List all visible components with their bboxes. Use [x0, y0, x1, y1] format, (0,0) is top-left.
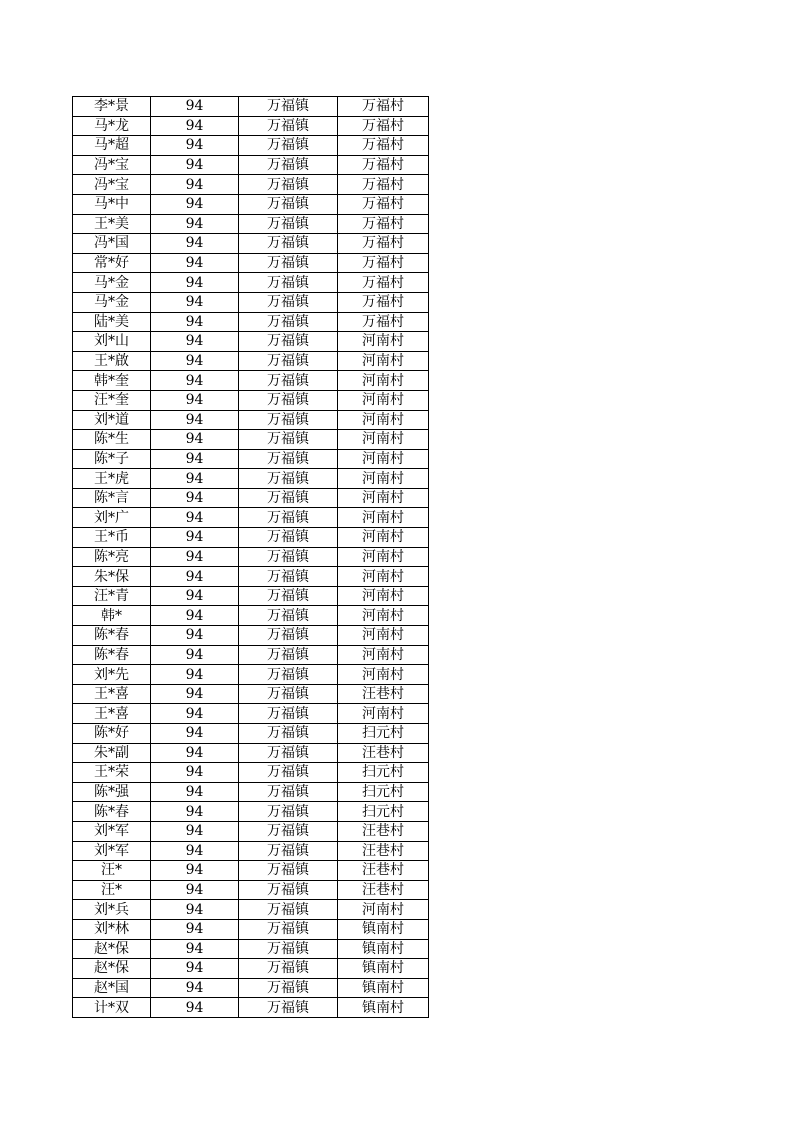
- village-cell: 扫元村: [338, 782, 429, 802]
- name-cell: 冯*宝: [73, 155, 151, 175]
- village-cell: 万福村: [338, 312, 429, 332]
- table-row: [73, 116, 429, 136]
- name-cell: 陈*言: [73, 488, 151, 508]
- village-cell: 河南村: [338, 704, 429, 724]
- town-cell: 万福镇: [239, 645, 338, 665]
- table-row: [73, 841, 429, 861]
- town-cell: 万福镇: [239, 802, 338, 822]
- village-cell: 河南村: [338, 488, 429, 508]
- table-row: [73, 998, 429, 1018]
- table-row: [73, 351, 429, 371]
- name-cell: 汪*: [73, 880, 151, 900]
- town-cell: 万福镇: [239, 665, 338, 685]
- table-row: [73, 782, 429, 802]
- value-cell: 94: [151, 390, 239, 410]
- name-cell: 朱*保: [73, 567, 151, 587]
- village-cell: 汪巷村: [338, 841, 429, 861]
- table-row: [73, 586, 429, 606]
- table-row: [73, 684, 429, 704]
- village-cell: 万福村: [338, 194, 429, 214]
- value-cell: 94: [151, 978, 239, 998]
- value-cell: 94: [151, 253, 239, 273]
- village-cell: 河南村: [338, 508, 429, 528]
- village-cell: 万福村: [338, 175, 429, 195]
- village-cell: 河南村: [338, 665, 429, 685]
- table-row: [73, 900, 429, 920]
- table-row: [73, 606, 429, 626]
- name-cell: 王*荣: [73, 763, 151, 783]
- town-cell: 万福镇: [239, 567, 338, 587]
- town-cell: 万福镇: [239, 430, 338, 450]
- table-row: [73, 959, 429, 979]
- value-cell: 94: [151, 234, 239, 254]
- name-cell: 王*喜: [73, 704, 151, 724]
- village-cell: 镇南村: [338, 939, 429, 959]
- table-row: [73, 861, 429, 881]
- value-cell: 94: [151, 606, 239, 626]
- name-cell: 王*币: [73, 528, 151, 548]
- name-cell: 陈*亮: [73, 547, 151, 567]
- value-cell: 94: [151, 371, 239, 391]
- table-row: [73, 430, 429, 450]
- table-row: [73, 919, 429, 939]
- town-cell: 万福镇: [239, 841, 338, 861]
- town-cell: 万福镇: [239, 998, 338, 1018]
- value-cell: 94: [151, 939, 239, 959]
- town-cell: 万福镇: [239, 959, 338, 979]
- name-cell: 陈*春: [73, 626, 151, 646]
- value-cell: 94: [151, 292, 239, 312]
- town-cell: 万福镇: [239, 116, 338, 136]
- village-cell: 河南村: [338, 332, 429, 352]
- value-cell: 94: [151, 469, 239, 489]
- town-cell: 万福镇: [239, 900, 338, 920]
- town-cell: 万福镇: [239, 939, 338, 959]
- name-cell: 刘*军: [73, 841, 151, 861]
- town-cell: 万福镇: [239, 684, 338, 704]
- value-cell: 94: [151, 312, 239, 332]
- name-cell: 马*金: [73, 292, 151, 312]
- village-cell: 河南村: [338, 626, 429, 646]
- village-cell: 汪巷村: [338, 743, 429, 763]
- value-cell: 94: [151, 175, 239, 195]
- name-cell: 冯*宝: [73, 175, 151, 195]
- table-row: [73, 567, 429, 587]
- table-body: [73, 97, 429, 1018]
- value-cell: 94: [151, 116, 239, 136]
- village-cell: 扫元村: [338, 802, 429, 822]
- name-cell: 汪*奎: [73, 390, 151, 410]
- value-cell: 94: [151, 273, 239, 293]
- town-cell: 万福镇: [239, 861, 338, 881]
- town-cell: 万福镇: [239, 214, 338, 234]
- value-cell: 94: [151, 959, 239, 979]
- village-cell: 河南村: [338, 586, 429, 606]
- name-cell: 陈*强: [73, 782, 151, 802]
- name-cell: 汪*: [73, 861, 151, 881]
- village-cell: 汪巷村: [338, 861, 429, 881]
- name-cell: 王*美: [73, 214, 151, 234]
- town-cell: 万福镇: [239, 351, 338, 371]
- value-cell: 94: [151, 214, 239, 234]
- name-cell: 陈*春: [73, 802, 151, 822]
- village-cell: 万福村: [338, 136, 429, 156]
- value-cell: 94: [151, 841, 239, 861]
- table-row: [73, 645, 429, 665]
- value-cell: 94: [151, 194, 239, 214]
- village-cell: 万福村: [338, 97, 429, 117]
- table-row: [73, 508, 429, 528]
- town-cell: 万福镇: [239, 880, 338, 900]
- village-cell: 河南村: [338, 469, 429, 489]
- table-row: [73, 528, 429, 548]
- name-cell: 马*中: [73, 194, 151, 214]
- name-cell: 刘*林: [73, 919, 151, 939]
- town-cell: 万福镇: [239, 743, 338, 763]
- name-cell: 刘*军: [73, 821, 151, 841]
- value-cell: 94: [151, 626, 239, 646]
- table-row: [73, 194, 429, 214]
- town-cell: 万福镇: [239, 332, 338, 352]
- table-row: [73, 155, 429, 175]
- town-cell: 万福镇: [239, 175, 338, 195]
- name-cell: 常*好: [73, 253, 151, 273]
- town-cell: 万福镇: [239, 508, 338, 528]
- village-cell: 镇南村: [338, 919, 429, 939]
- value-cell: 94: [151, 802, 239, 822]
- name-cell: 冯*国: [73, 234, 151, 254]
- town-cell: 万福镇: [239, 704, 338, 724]
- table-row: [73, 214, 429, 234]
- value-cell: 94: [151, 724, 239, 744]
- village-cell: 河南村: [338, 528, 429, 548]
- village-cell: 汪巷村: [338, 684, 429, 704]
- table-row: [73, 449, 429, 469]
- village-cell: 万福村: [338, 155, 429, 175]
- village-cell: 河南村: [338, 390, 429, 410]
- value-cell: 94: [151, 430, 239, 450]
- name-cell: 汪*青: [73, 586, 151, 606]
- table-row: [73, 724, 429, 744]
- town-cell: 万福镇: [239, 547, 338, 567]
- value-cell: 94: [151, 528, 239, 548]
- value-cell: 94: [151, 782, 239, 802]
- table-row: [73, 626, 429, 646]
- town-cell: 万福镇: [239, 194, 338, 214]
- village-cell: 万福村: [338, 292, 429, 312]
- town-cell: 万福镇: [239, 97, 338, 117]
- town-cell: 万福镇: [239, 763, 338, 783]
- name-cell: 王*虎: [73, 469, 151, 489]
- town-cell: 万福镇: [239, 626, 338, 646]
- table-row: [73, 488, 429, 508]
- name-cell: 陈*春: [73, 645, 151, 665]
- table-row: [73, 743, 429, 763]
- value-cell: 94: [151, 449, 239, 469]
- table-row: [73, 371, 429, 391]
- name-cell: 赵*保: [73, 959, 151, 979]
- table-row: [73, 234, 429, 254]
- table-row: [73, 332, 429, 352]
- name-cell: 陈*生: [73, 430, 151, 450]
- town-cell: 万福镇: [239, 253, 338, 273]
- name-cell: 刘*兵: [73, 900, 151, 920]
- name-cell: 陈*子: [73, 449, 151, 469]
- value-cell: 94: [151, 488, 239, 508]
- village-cell: 河南村: [338, 567, 429, 587]
- town-cell: 万福镇: [239, 724, 338, 744]
- town-cell: 万福镇: [239, 528, 338, 548]
- village-cell: 河南村: [338, 371, 429, 391]
- value-cell: 94: [151, 704, 239, 724]
- value-cell: 94: [151, 919, 239, 939]
- village-cell: 汪巷村: [338, 880, 429, 900]
- table-row: [73, 939, 429, 959]
- name-cell: 马*超: [73, 136, 151, 156]
- value-cell: 94: [151, 684, 239, 704]
- name-cell: 赵*国: [73, 978, 151, 998]
- table-row: [73, 704, 429, 724]
- village-cell: 河南村: [338, 351, 429, 371]
- value-cell: 94: [151, 743, 239, 763]
- village-cell: 河南村: [338, 547, 429, 567]
- town-cell: 万福镇: [239, 410, 338, 430]
- value-cell: 94: [151, 861, 239, 881]
- name-cell: 赵*保: [73, 939, 151, 959]
- name-cell: 马*金: [73, 273, 151, 293]
- data-table: [72, 96, 429, 1018]
- town-cell: 万福镇: [239, 136, 338, 156]
- name-cell: 刘*广: [73, 508, 151, 528]
- village-cell: 扫元村: [338, 724, 429, 744]
- name-cell: 朱*副: [73, 743, 151, 763]
- village-cell: 河南村: [338, 645, 429, 665]
- value-cell: 94: [151, 763, 239, 783]
- name-cell: 韩*: [73, 606, 151, 626]
- value-cell: 94: [151, 821, 239, 841]
- village-cell: 扫元村: [338, 763, 429, 783]
- value-cell: 94: [151, 351, 239, 371]
- value-cell: 94: [151, 645, 239, 665]
- town-cell: 万福镇: [239, 782, 338, 802]
- value-cell: 94: [151, 998, 239, 1018]
- table-row: [73, 292, 429, 312]
- name-cell: 马*龙: [73, 116, 151, 136]
- village-cell: 镇南村: [338, 959, 429, 979]
- town-cell: 万福镇: [239, 606, 338, 626]
- value-cell: 94: [151, 136, 239, 156]
- village-cell: 河南村: [338, 410, 429, 430]
- table-row: [73, 665, 429, 685]
- village-cell: 河南村: [338, 900, 429, 920]
- town-cell: 万福镇: [239, 488, 338, 508]
- value-cell: 94: [151, 155, 239, 175]
- village-cell: 万福村: [338, 273, 429, 293]
- village-cell: 河南村: [338, 449, 429, 469]
- town-cell: 万福镇: [239, 234, 338, 254]
- table-row: [73, 312, 429, 332]
- village-cell: 万福村: [338, 116, 429, 136]
- table-row: [73, 763, 429, 783]
- value-cell: 94: [151, 586, 239, 606]
- table-row: [73, 978, 429, 998]
- town-cell: 万福镇: [239, 821, 338, 841]
- name-cell: 刘*先: [73, 665, 151, 685]
- table-row: [73, 547, 429, 567]
- table-row: [73, 273, 429, 293]
- table-row: [73, 253, 429, 273]
- town-cell: 万福镇: [239, 390, 338, 410]
- town-cell: 万福镇: [239, 312, 338, 332]
- town-cell: 万福镇: [239, 978, 338, 998]
- village-cell: 镇南村: [338, 978, 429, 998]
- table-row: [73, 880, 429, 900]
- town-cell: 万福镇: [239, 273, 338, 293]
- table-row: [73, 175, 429, 195]
- name-cell: 陈*好: [73, 724, 151, 744]
- town-cell: 万福镇: [239, 919, 338, 939]
- table-row: [73, 821, 429, 841]
- village-cell: 河南村: [338, 606, 429, 626]
- table-row: [73, 390, 429, 410]
- village-cell: 万福村: [338, 214, 429, 234]
- value-cell: 94: [151, 567, 239, 587]
- town-cell: 万福镇: [239, 469, 338, 489]
- village-cell: 万福村: [338, 234, 429, 254]
- value-cell: 94: [151, 332, 239, 352]
- table-row: [73, 136, 429, 156]
- town-cell: 万福镇: [239, 586, 338, 606]
- value-cell: 94: [151, 547, 239, 567]
- village-cell: 汪巷村: [338, 821, 429, 841]
- name-cell: 刘*道: [73, 410, 151, 430]
- village-cell: 镇南村: [338, 998, 429, 1018]
- name-cell: 陆*美: [73, 312, 151, 332]
- village-cell: 万福村: [338, 253, 429, 273]
- table-row: [73, 410, 429, 430]
- value-cell: 94: [151, 880, 239, 900]
- table-row: [73, 469, 429, 489]
- value-cell: 94: [151, 508, 239, 528]
- name-cell: 刘*山: [73, 332, 151, 352]
- table-row: [73, 802, 429, 822]
- value-cell: 94: [151, 900, 239, 920]
- town-cell: 万福镇: [239, 449, 338, 469]
- value-cell: 94: [151, 665, 239, 685]
- name-cell: 韩*奎: [73, 371, 151, 391]
- name-cell: 王*喜: [73, 684, 151, 704]
- value-cell: 94: [151, 97, 239, 117]
- name-cell: 计*双: [73, 998, 151, 1018]
- village-cell: 河南村: [338, 430, 429, 450]
- table-row: [73, 97, 429, 117]
- name-cell: 王*啟: [73, 351, 151, 371]
- town-cell: 万福镇: [239, 155, 338, 175]
- town-cell: 万福镇: [239, 371, 338, 391]
- name-cell: 李*景: [73, 97, 151, 117]
- town-cell: 万福镇: [239, 292, 338, 312]
- value-cell: 94: [151, 410, 239, 430]
